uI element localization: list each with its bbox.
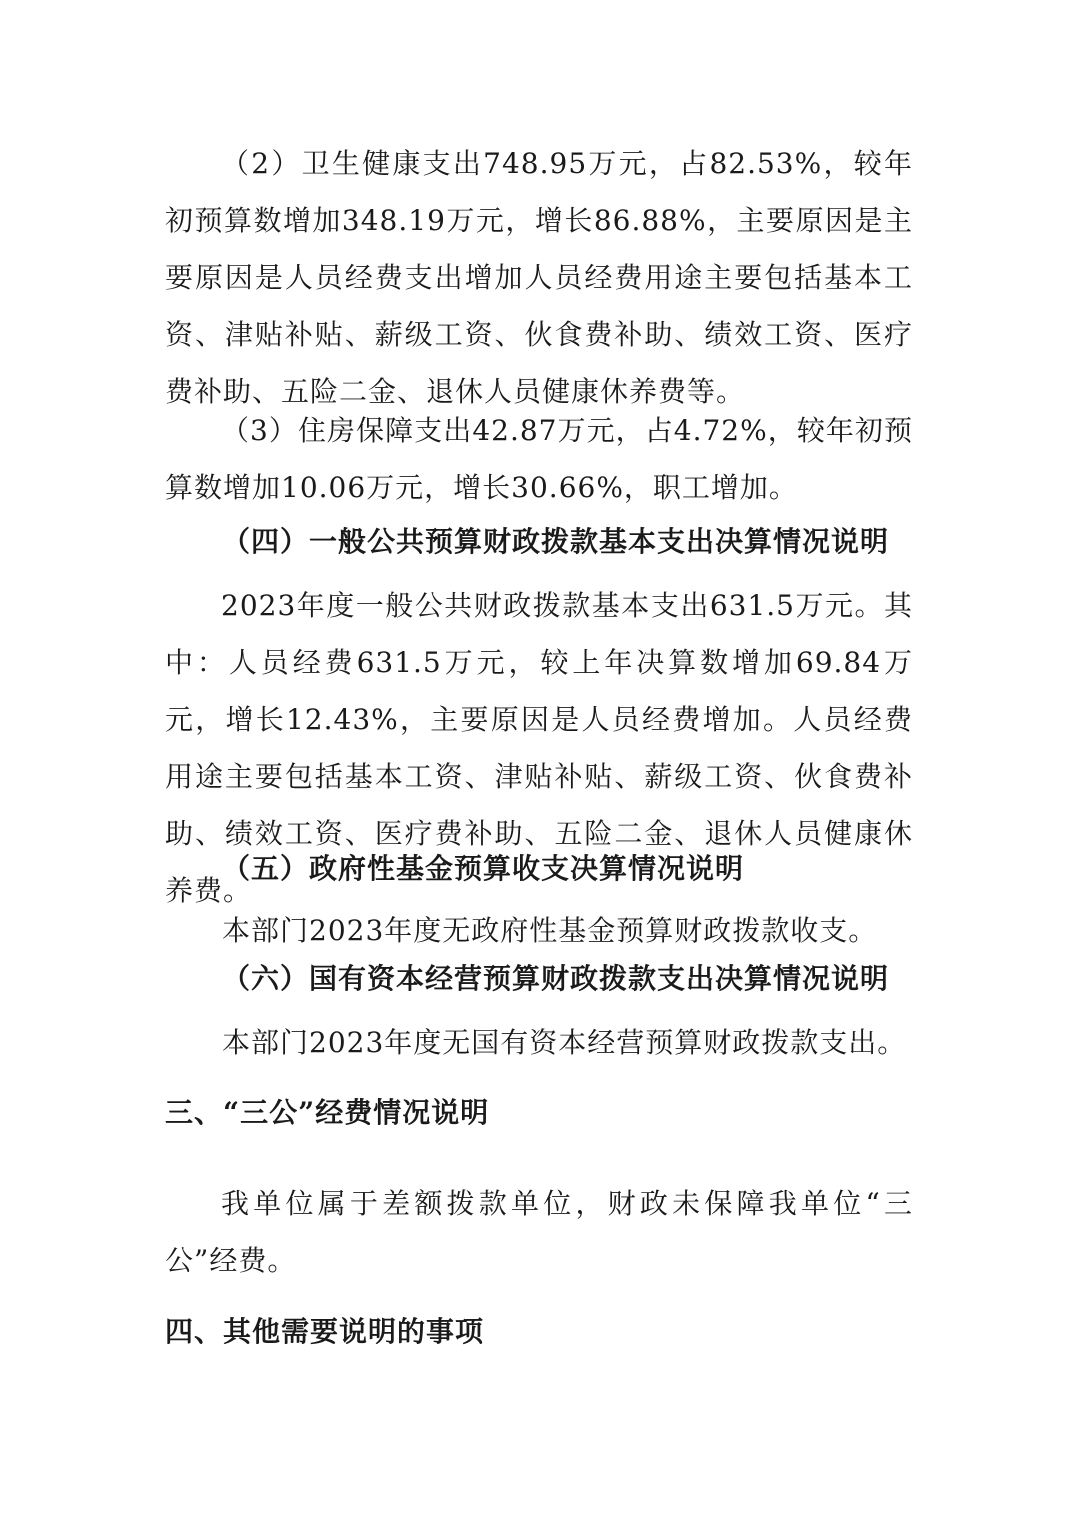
section-6-body: 本部门2023年度无国有资本经营预算财政拨款支出。: [222, 1026, 907, 1059]
health-expense-paragraph: （2）卫生健康支出748.95万元，占82.53%，较年初预算数增加348.19万元，增长86.88%，主要原因是主要原因是人员经费支出增加人员经费用途主要包括基本工资、津贴补贴、薪级工资、伙食费补助、绩效工资、医疗费补助、五险二金、退休人员健康休养费等。: [165, 147, 913, 408]
section-6-heading: （六）国有资本经营预算财政拨款支出决算情况说明: [222, 962, 890, 995]
section-4-heading: （四）一般公共预算财政拨款基本支出决算情况说明: [222, 525, 890, 558]
section-4-body: 2023年度一般公共财政拨款基本支出631.5万元。其中：人员经费631.5万元，较上年决算数增加69.84万元，增长12.43%，主要原因是人员经费增加。人员经费用途主要包括基本工资、津贴补贴、薪级工资、伙食费补助、绩效工资、医疗费补助、五险二金、退休人员健康休养费。: [165, 589, 913, 907]
part-4-heading: 四、其他需要说明的事项: [165, 1315, 485, 1348]
part-3-body: 我单位属于差额拨款单位，财政未保障我单位“三公”经费。: [165, 1187, 913, 1277]
housing-expense-paragraph: （3）住房保障支出42.87万元，占4.72%，较年初预算数增加10.06万元，增长30.66%，职工增加。: [165, 414, 913, 504]
part-3-heading: 三、“三公”经费情况说明: [165, 1096, 490, 1129]
section-5-body: 本部门2023年度无政府性基金预算财政拨款收支。: [222, 914, 878, 947]
section-5-heading: （五）政府性基金预算收支决算情况说明: [222, 852, 745, 885]
